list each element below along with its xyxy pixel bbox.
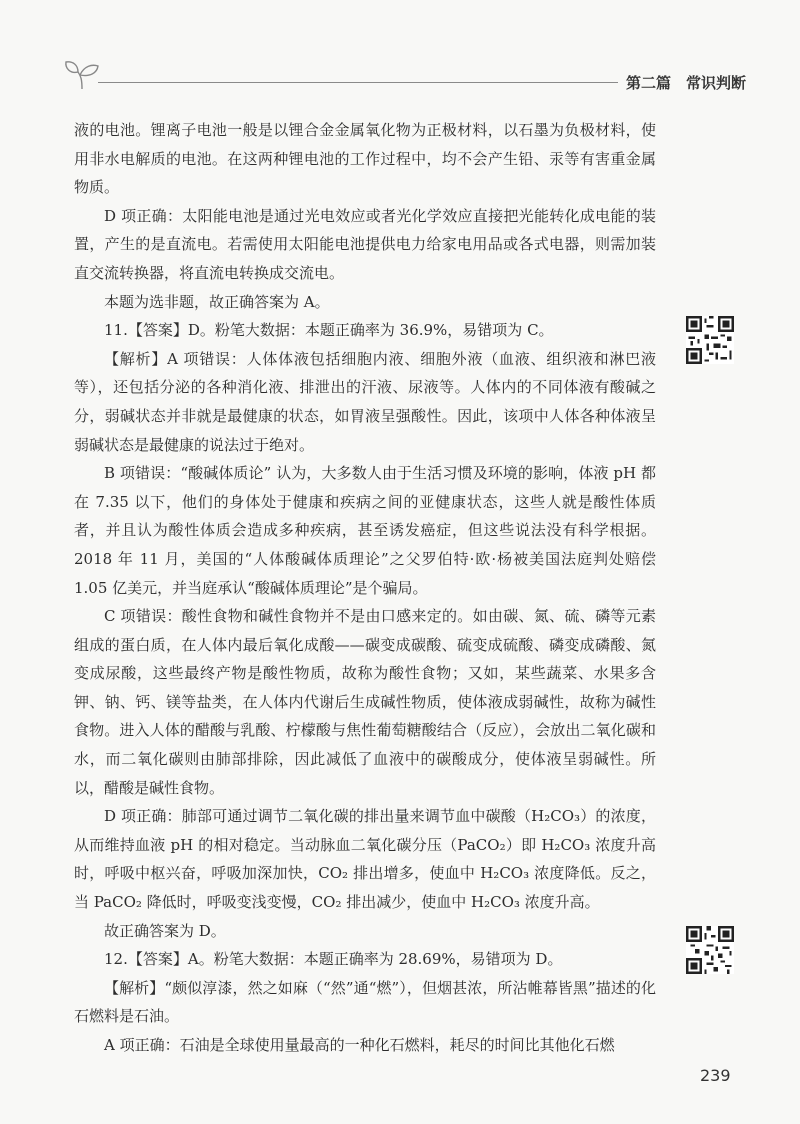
page-number: 239: [700, 1066, 731, 1085]
answer-11: 11.【答案】D。粉笔大数据：本题正确率为 36.9%，易错项为 C。: [104, 321, 554, 340]
paragraph: D 项正确：太阳能电池是通过光电效应或者光化学效应直接把光能转化成电能的装置，产生的是直流电。若需使用太阳能电池提供电力给家电用品或各式电器，则需加装直交流转换器，将直流电转换成交流电。: [74, 206, 656, 282]
paragraph: C 项错误：酸性食物和碱性食物并不是由口感来定的。如由碳、氮、硫、磷等元素组成的蛋白质，在人体内最后氧化成酸——碳变成碳酸、硫变成硫酸、磷变成磷酸、氮变成尿酸，这些最终产物是酸性物质，故称为酸性食物；又如，某些蔬菜、水果多含钾、钠、钙、镁等盐类，在人体内代谢后生成碱性物质，使体液成弱碱性，故称为碱性食物。进入人体的醋酸与乳酸、柠檬酸与焦性葡萄糖酸结合（反应），会放出二氧化碳和水，而二氧化碳则由肺部排除，因此减低了血液中的碳酸成分，使体液呈弱碱性。所以，醋酸是碱性食物。: [74, 607, 656, 797]
section-title: 第二篇 常识判断: [626, 74, 747, 92]
paragraph: B 项错误：“酸碱体质论” 认为，大多数人由于生活习惯及环境的影响，体液 pH 都在 7.35 以下，他们的身体处于健康和疾病之间的亚健康状态，这些人就是酸性体质者，并且认为酸性体质会造成多种疾病，甚至诱发癌症，但这些说法没有科学根据。2018 年 11 月，美国的“人体酸碱体质理论”之父罗伯特·欧·杨被美国法庭判处赔偿 1.05 亿美元，并当庭承认“酸碱体质理论”是个骗局。: [74, 464, 656, 597]
qr-code-icon[interactable]: [686, 316, 734, 364]
answer-12: 12.【答案】A。粉笔大数据：本题正确率为 28.69%，易错项为 D。: [104, 950, 563, 969]
leaf-sprout-icon: [62, 56, 102, 90]
paragraph: D 项正确：肺部可通过调节二氧化碳的排出量来调节血中碳酸（H₂CO₃）的浓度，从而维持血液 pH 的相对稳定。当动脉血二氧化碳分压（PaCO₂）即 H₂CO₃ 浓度升高时，呼吸中枢兴奋，呼吸加深加快，CO₂ 排出增多，使血中 H₂CO₃ 浓度降低。反之，当 PaCO₂ 降低时，呼吸变浅变慢，CO₂ 排出减少，使血中 H₂CO₃ 浓度升高。: [74, 807, 656, 912]
paragraph: 液的电池。锂离子电池一般是以锂合金金属氧化物为正极材料，以石墨为负极材料，使用非水电解质的电池。在这两种锂电池的工作过程中，均不会产生铅、汞等有害重金属物质。: [74, 121, 656, 197]
paragraph: 故正确答案为 D。: [104, 921, 226, 940]
header-rule: [98, 82, 618, 83]
page-content: [74, 116, 656, 1060]
paragraph: A 项正确：石油是全球使用量最高的一种化石燃料，耗尽的时间比其他化石燃: [104, 1036, 615, 1054]
paragraph: 【解析】A 项错误：人体体液包括细胞内液、细胞外液（血液、组织液和淋巴液等），还包括分泌的各种消化液、排泄出的汗液、尿液等。人体内的不同体液有酸碱之分，弱碱状态并非就是最健康的状态，如胃液呈强酸性。因此，该项中人体各种体液呈弱碱状态是最健康的说法过于绝对。: [74, 349, 656, 454]
qr-code-icon[interactable]: [686, 926, 734, 974]
paragraph: 【解析】“颇似淳漆，然之如麻（“然”通“燃”），但烟甚浓，所沾帷幕皆黑”描述的化石燃料是石油。: [74, 978, 656, 1026]
paragraph: 本题为选非题，故正确答案为 A。: [104, 292, 330, 311]
